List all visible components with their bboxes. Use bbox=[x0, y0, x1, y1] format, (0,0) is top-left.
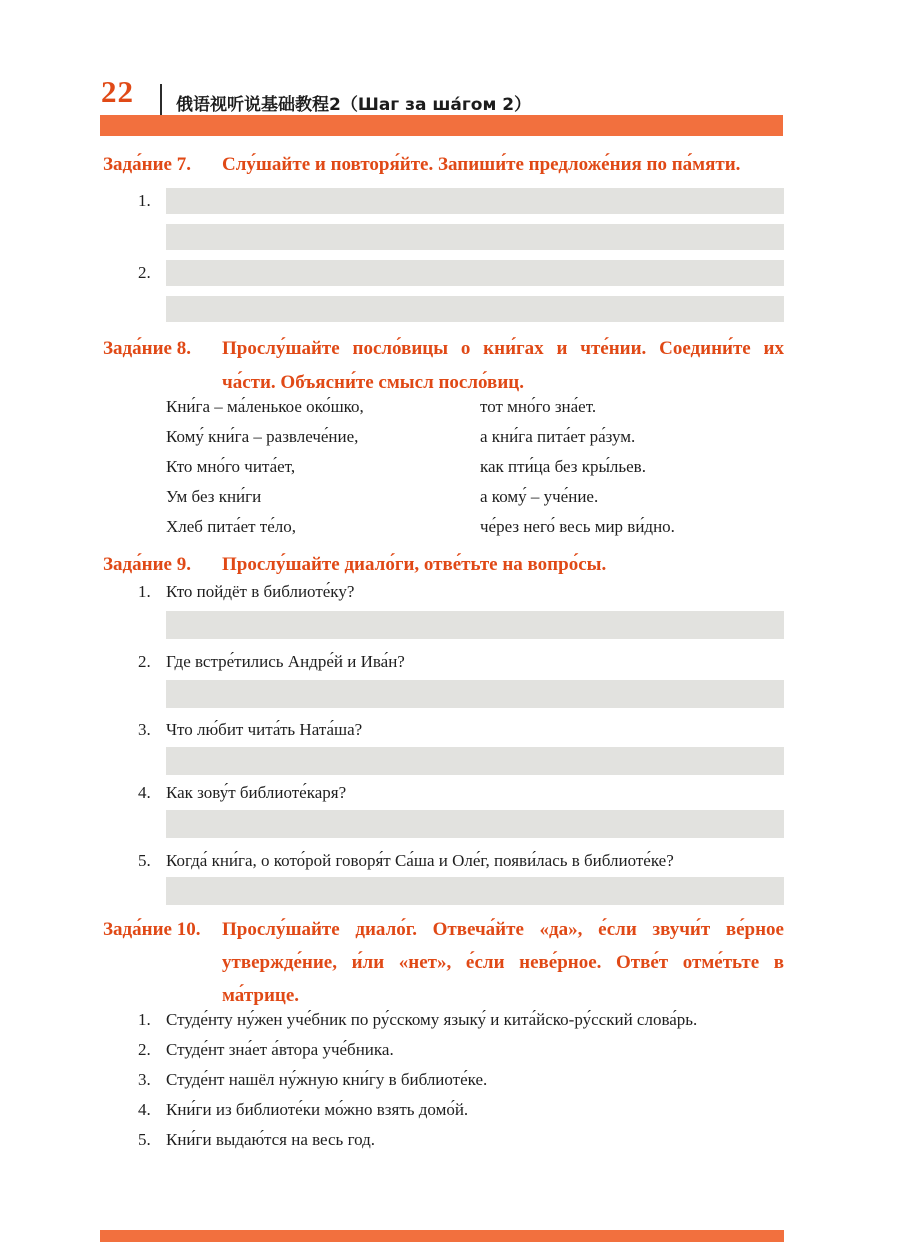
question-row bbox=[138, 652, 405, 672]
statement-text: Студе́нт зна́ет а́втора уче́бника. bbox=[166, 1040, 394, 1059]
question-number: 1. bbox=[138, 582, 151, 601]
task9-label: Зада́ние 9. bbox=[103, 554, 191, 575]
answer-line bbox=[166, 224, 784, 250]
proverb-right: а кому́ – уче́ние. bbox=[480, 487, 599, 506]
proverb-row bbox=[166, 427, 635, 447]
statement-number: 1. bbox=[138, 1010, 151, 1029]
statement-number: 3. bbox=[138, 1070, 151, 1089]
proverb-right: а кни́га пита́ет ра́зум. bbox=[480, 427, 636, 446]
page-number: 22 bbox=[101, 74, 134, 109]
question-text: Где встре́тились Андре́й и Ива́н? bbox=[166, 652, 405, 671]
task8-label: Зада́ние 8. bbox=[103, 338, 191, 359]
proverb-right: тот мно́го зна́ет. bbox=[480, 397, 597, 416]
proverb-right: че́рез него́ весь мир ви́дно. bbox=[480, 517, 675, 536]
task10-heading bbox=[103, 913, 784, 1012]
proverb-row bbox=[166, 517, 675, 537]
proverb-right: как пти́ца без кры́льев. bbox=[480, 457, 646, 476]
answer-line bbox=[166, 877, 784, 905]
statement-row bbox=[138, 1070, 487, 1090]
statement-number: 2. bbox=[138, 1040, 151, 1059]
task9-instruction: Прослу́шайте диало́ги, отве́тьте на вопро́сы. bbox=[222, 554, 607, 575]
answer-line bbox=[166, 296, 784, 322]
question-number: 5. bbox=[138, 851, 151, 870]
question-number: 2. bbox=[138, 652, 151, 671]
answer-line bbox=[166, 611, 784, 639]
proverb-left: Кни́га – ма́ленькое око́шко, bbox=[166, 397, 364, 416]
proverb-row bbox=[166, 397, 596, 417]
proverb-left: Кому́ кни́га – развлече́ние, bbox=[166, 427, 359, 446]
question-row bbox=[138, 783, 346, 803]
statement-text: Студе́нту ну́жен уче́бник по ру́сскому языку́ и кита́йско-ру́сский слова́рь. bbox=[166, 1010, 698, 1029]
statement-number: 5. bbox=[138, 1130, 151, 1149]
proverb-left: Ум без кни́ги bbox=[166, 487, 262, 506]
statement-row bbox=[138, 1010, 697, 1030]
statement-text: Кни́ги из библиоте́ки мо́жно взять домо́й. bbox=[166, 1100, 469, 1119]
book-title: 俄语视听说基础教程2（Шаг за ша́гом 2） bbox=[176, 95, 532, 115]
answer-line bbox=[166, 810, 784, 838]
task7-heading bbox=[103, 148, 784, 182]
answer-line bbox=[166, 747, 784, 775]
footer-accent-bar bbox=[100, 1230, 784, 1242]
answer-line bbox=[166, 188, 784, 214]
proverb-left: Хлеб пита́ет те́ло, bbox=[166, 517, 297, 536]
task8-instruction: Прослу́шайте посло́вицы о кни́гах и чте́нии. Соедини́те их ча́сти. Объясни́те смысл посло́виц. bbox=[222, 338, 784, 393]
header-divider bbox=[160, 84, 162, 115]
statement-number: 4. bbox=[138, 1100, 151, 1119]
answer-line bbox=[166, 260, 784, 286]
question-row bbox=[138, 720, 362, 740]
question-number: 3. bbox=[138, 720, 151, 739]
answer-line bbox=[166, 680, 784, 708]
question-text: Как зову́т библиоте́каря? bbox=[166, 783, 347, 802]
question-text: Кто пойдёт в библиоте́ку? bbox=[166, 582, 355, 601]
task9-heading bbox=[103, 548, 784, 582]
proverb-row bbox=[166, 457, 646, 477]
question-number: 4. bbox=[138, 783, 151, 802]
task7-instruction: Слу́шайте и повторя́йте. Запиши́те предложе́ния по па́мяти. bbox=[222, 154, 741, 175]
task10-label: Зада́ние 10. bbox=[103, 919, 201, 940]
task7-label: Зада́ние 7. bbox=[103, 154, 191, 175]
proverb-left: Кто мно́го чита́ет, bbox=[166, 457, 296, 476]
statement-row bbox=[138, 1100, 468, 1120]
question-text: Что лю́бит чита́ть Ната́ша? bbox=[166, 720, 363, 739]
proverb-row bbox=[166, 487, 598, 507]
task7-item-number: 1. bbox=[138, 191, 151, 210]
statement-text: Кни́ги выдаю́тся на весь год. bbox=[166, 1130, 376, 1149]
question-row bbox=[138, 851, 674, 871]
question-row bbox=[138, 582, 354, 602]
task8-heading bbox=[103, 332, 784, 400]
task7-item-number: 2. bbox=[138, 263, 151, 282]
statement-text: Студе́нт нашёл ну́жную кни́гу в библиоте́ке. bbox=[166, 1070, 488, 1089]
statement-row bbox=[138, 1130, 375, 1150]
task10-instruction: Прослу́шайте диало́г. Отвеча́йте «да», е́сли звучи́т ве́рное утвержде́ние, и́ли «нет», е́сли неве́рное. Отве́т отме́тьте в ма́трице. bbox=[222, 919, 784, 1006]
statement-row bbox=[138, 1040, 394, 1060]
question-text: Когда́ кни́га, о кото́рой говоря́т Са́ша и Оле́г, появи́лась в библиоте́ке? bbox=[166, 851, 674, 870]
header-accent-bar bbox=[100, 115, 783, 136]
